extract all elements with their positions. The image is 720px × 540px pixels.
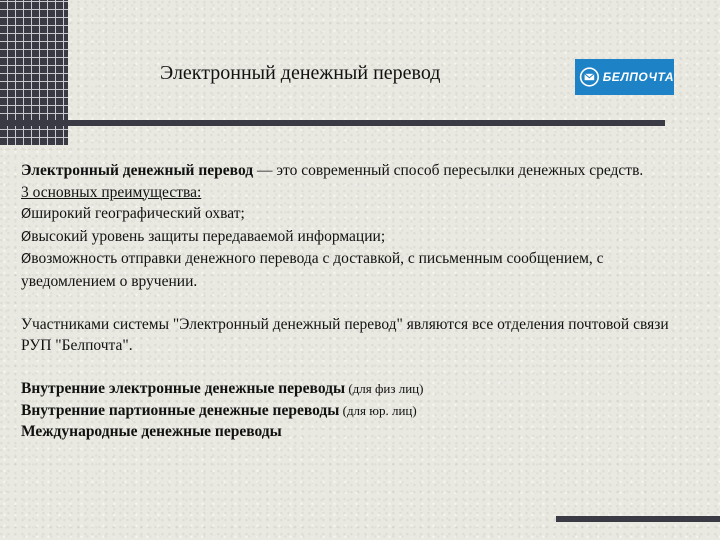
intro-definition: — это современный способ пересылки денежных средств. [253,162,644,179]
transfer-type: Внутренние партионные денежные переводы (для юр. лиц) [21,401,417,419]
slide-body [21,160,701,443]
envelope-logo-icon [579,64,600,90]
belpochta-logo [575,59,674,95]
advantage-item: Øширокий географический охват; [21,205,245,222]
logo-text: БЕЛПОЧТА [602,70,674,84]
participants-paragraph: Участниками системы "Электронный денежный перевод" являются все отделения почтовой связи РУП "Белпочта". [21,315,669,354]
footer-divider [556,516,720,522]
advantages-heading: 3 основных преимущества: [21,183,202,201]
bullet-arrow-icon: Ø [21,229,32,245]
transfer-type: Внутренние электронные денежные переводы (для физ лиц) [21,380,424,397]
bullet-arrow-icon: Ø [21,252,32,267]
slide-title: Электронный денежный перевод [160,62,441,84]
transfer-type: Международные денежные переводы [21,423,282,440]
intro-paragraph [21,160,701,182]
header-divider [0,120,665,126]
advantage-item: Øвозможность отправки денежного перевода с доставкой, с письменным сообщением, с уведомлением о вручении. [21,250,604,290]
bullet-arrow-icon: Ø [21,207,32,222]
advantage-item: Øвысокий уровень защиты передаваемой информации; [21,227,386,245]
intro-term: Электронный денежный перевод [21,162,254,179]
